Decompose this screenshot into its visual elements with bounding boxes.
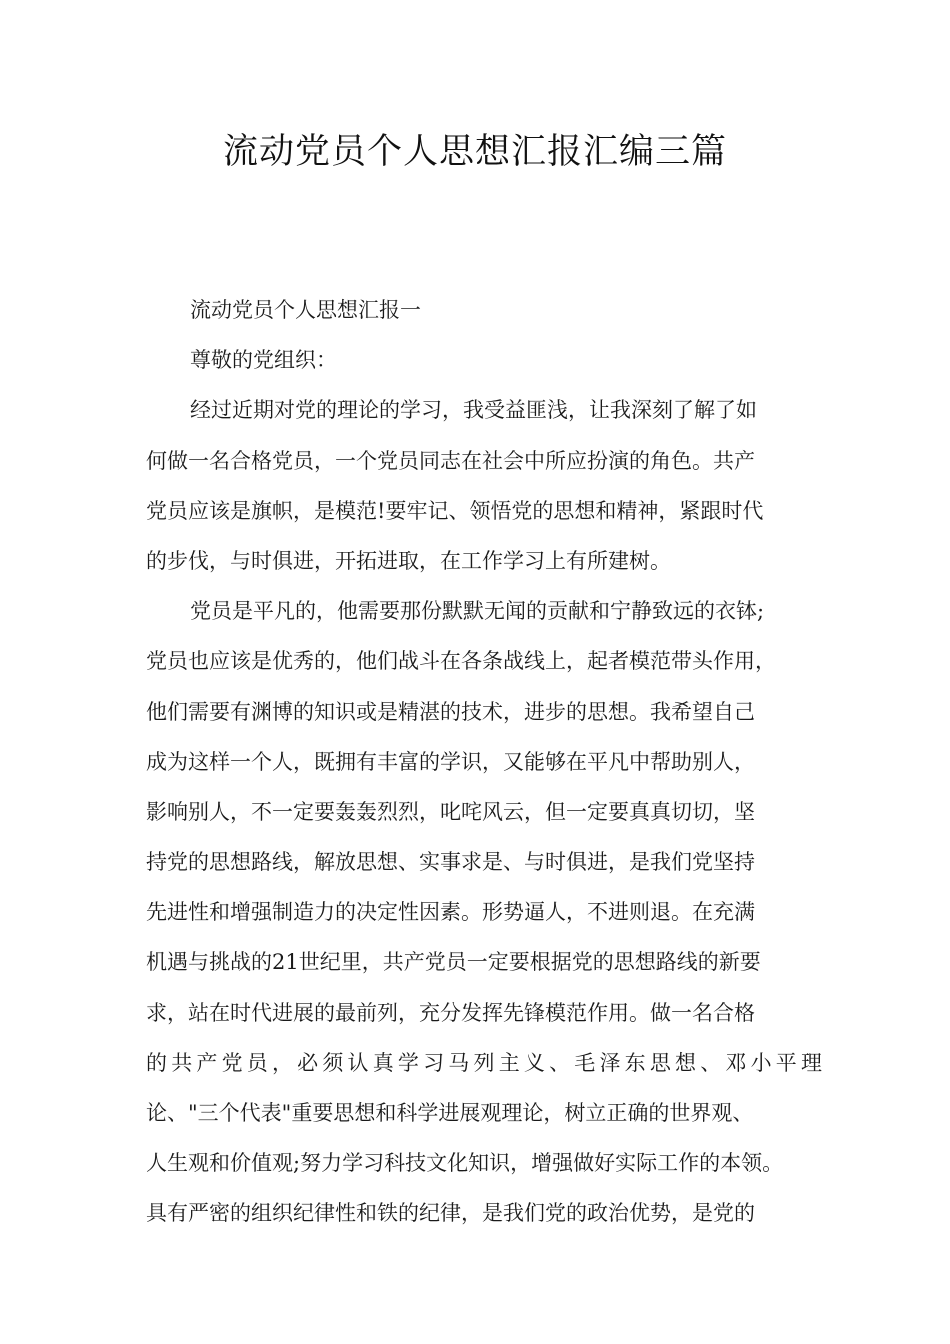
document-body xyxy=(146,285,822,1239)
paragraph-line: 党员应该是旗帜，是模范!要牢记、领悟党的思想和精神，紧跟时代 xyxy=(146,498,764,523)
paragraph-line: 成为这样一个人，既拥有丰富的学识，又能够在平凡中帮助别人， xyxy=(146,749,755,774)
salutation: 尊敬的党组织： xyxy=(190,348,337,373)
paragraph-line: 经过近期对党的理论的学习，我受益匪浅，让我深刻了解了如 xyxy=(190,398,757,423)
paragraph-line: 的共产党员，必须认真学习马列主义、毛泽东思想、邓小平理 xyxy=(146,1050,822,1075)
paragraph-line: 他们需要有渊博的知识或是精湛的技术，进步的思想。我希望自己 xyxy=(146,699,755,724)
paragraph-line: 求，站在时代进展的最前列，充分发挥先锋模范作用。做一名合格 xyxy=(146,1000,755,1025)
paragraph-line: 论、"三个代表"重要思想和科学进展观理论，树立正确的世界观、 xyxy=(146,1101,754,1125)
section-heading: 流动党员个人思想汇报一 xyxy=(190,298,421,322)
paragraph-line: 具有严密的组织纪律性和铁的纪律，是我们党的政治优势，是党的 xyxy=(146,1201,755,1226)
paragraph-line: 影响别人，不一定要轰轰烈烈，叱咤风云，但一定要真真切切，坚 xyxy=(146,799,755,824)
paragraph-line: 的步伐，与时俱进，开拓进取，在工作学习上有所建树。 xyxy=(146,548,671,573)
paragraph-line: 先进性和增强制造力的决定性因素。形势逼人，不进则退。在充满 xyxy=(146,900,755,925)
paragraph-line: 机遇与挑战的21世纪里，共产党员一定要根据党的思想路线的新要 xyxy=(146,950,761,975)
paragraph-line: 持党的思想路线，解放思想、实事求是、与时俱进，是我们党坚持 xyxy=(146,850,755,875)
paragraph-line: 党员也应该是优秀的，他们战斗在各条战线上，起者模范带头作用， xyxy=(146,649,776,674)
paragraph-line: 党员是平凡的，他需要那份默默无闻的贡献和宁静致远的衣钵; xyxy=(190,599,765,624)
paragraph-line: 人生观和价值观;努力学习科技文化知识，增强做好实际工作的本领。 xyxy=(146,1151,784,1176)
document-title: 流动党员个人思想汇报汇编三篇 xyxy=(222,132,727,172)
paragraph-line: 何做一名合格党员，一个党员同志在社会中所应扮演的角色。共产 xyxy=(146,448,755,473)
